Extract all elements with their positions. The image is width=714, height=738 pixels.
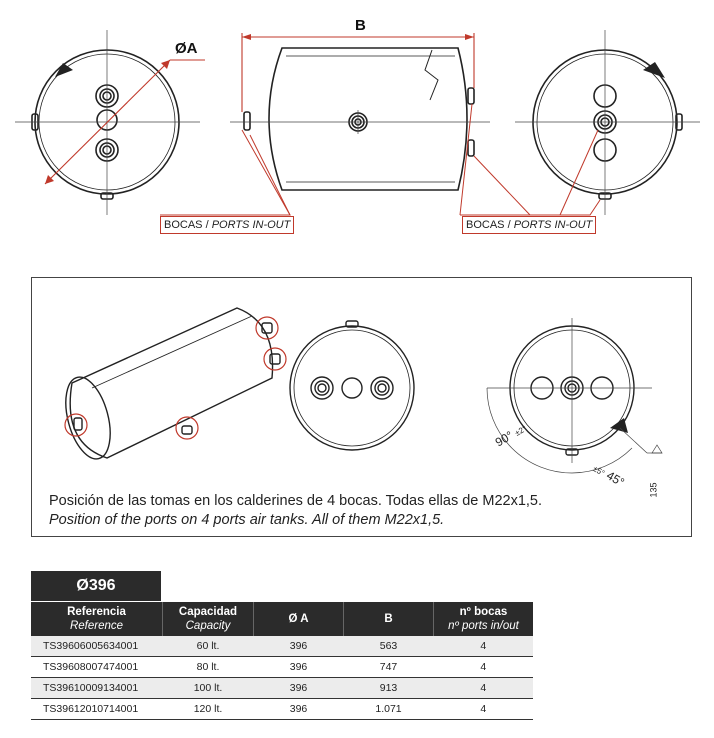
cell-ports: 4 bbox=[434, 699, 534, 720]
header-reference bbox=[31, 602, 163, 636]
header-capacity-en: Capacity bbox=[185, 620, 231, 632]
angle-135-label: 135 bbox=[648, 482, 659, 498]
angle-90-value: 90° bbox=[492, 428, 516, 450]
angle-90-tolerance: ±2° bbox=[513, 424, 529, 438]
cell-reference: TS39608007474001 bbox=[31, 657, 163, 678]
header-ports bbox=[434, 602, 534, 636]
ports-label-left-sep: / bbox=[202, 219, 212, 231]
cell-length: 747 bbox=[344, 657, 434, 678]
cell-ports: 4 bbox=[434, 678, 534, 699]
header-reference-es: Referencia bbox=[67, 606, 126, 618]
cell-capacity: 80 lt. bbox=[163, 657, 254, 678]
length-dimension-label: B bbox=[355, 17, 366, 34]
cell-diameter: 396 bbox=[254, 636, 344, 657]
caption-es: Posición de las tomas en los calderines de 4 bocas. Todas ellas de M22x1,5. bbox=[49, 493, 543, 509]
cell-reference: TS39612010714001 bbox=[31, 699, 163, 720]
cell-reference: TS39606005634001 bbox=[31, 636, 163, 657]
tank-technical-drawing bbox=[0, 0, 714, 270]
ports-label-right-sep: / bbox=[504, 219, 514, 231]
angle-45-tolerance: ±5° bbox=[591, 464, 607, 478]
header-reference-en: Reference bbox=[69, 620, 124, 632]
cell-ports: 4 bbox=[434, 636, 534, 657]
table-row bbox=[31, 699, 533, 720]
header-length: B bbox=[344, 602, 434, 636]
cell-length: 913 bbox=[344, 678, 434, 699]
header-capacity bbox=[163, 602, 254, 636]
table-row bbox=[31, 657, 533, 678]
table-row bbox=[31, 636, 533, 657]
angle-45-value: 45° bbox=[604, 468, 627, 490]
cell-capacity: 120 lt. bbox=[163, 699, 254, 720]
cell-ports: 4 bbox=[434, 657, 534, 678]
spec-table bbox=[31, 602, 533, 720]
header-ports-es: nº bocas bbox=[459, 606, 508, 618]
ports-label-left bbox=[160, 216, 294, 234]
table-title: Ø396 bbox=[31, 571, 161, 601]
cell-length: 1.071 bbox=[344, 699, 434, 720]
ports-label-left-es: BOCAS bbox=[164, 219, 203, 231]
diameter-dimension-label: ØA bbox=[175, 40, 198, 57]
ports-label-right bbox=[462, 216, 596, 234]
cell-diameter: 396 bbox=[254, 678, 344, 699]
cell-reference: TS39610009134001 bbox=[31, 678, 163, 699]
header-capacity-es: Capacidad bbox=[178, 606, 238, 618]
ports-label-right-en: PORTS IN-OUT bbox=[513, 219, 593, 231]
cell-capacity: 100 lt. bbox=[163, 678, 254, 699]
cell-capacity: 60 lt. bbox=[163, 636, 254, 657]
header-diameter: Ø A bbox=[254, 602, 344, 636]
cell-diameter: 396 bbox=[254, 699, 344, 720]
cell-length: 563 bbox=[344, 636, 434, 657]
caption-en: Position of the ports on 4 ports air tanks. All of them M22x1,5. bbox=[49, 512, 445, 528]
ports-label-left-en: PORTS IN-OUT bbox=[211, 219, 291, 231]
table-row bbox=[31, 678, 533, 699]
ports-label-right-es: BOCAS bbox=[466, 219, 505, 231]
header-ports-en: nº ports in/out bbox=[448, 620, 519, 632]
table-header-row bbox=[31, 602, 533, 636]
cell-diameter: 396 bbox=[254, 657, 344, 678]
